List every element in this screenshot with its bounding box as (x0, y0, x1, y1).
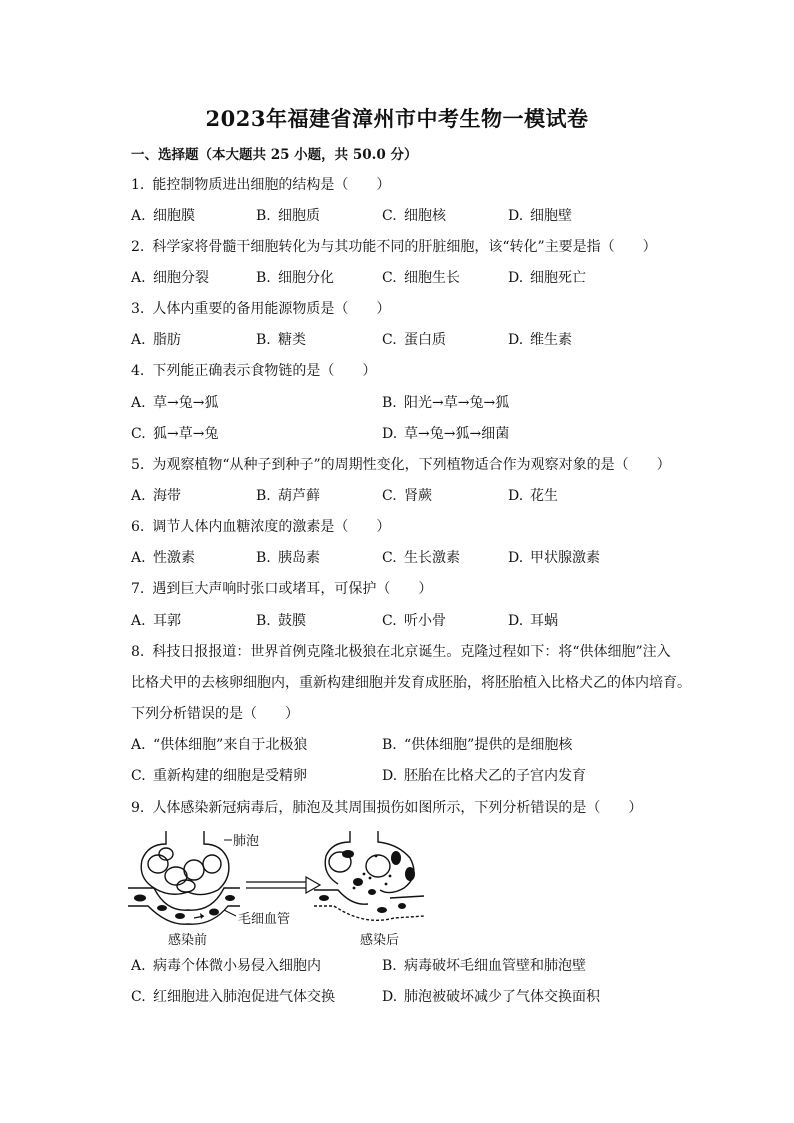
option-5d[interactable]: D. 花生 (508, 488, 558, 504)
question-number: 1. (131, 177, 145, 193)
question-7: 7. 遇到巨大声响时张口或堵耳，可保护（ ） (131, 581, 433, 597)
question-6: 6. 调节人体内血糖浓度的激素是（ ） (131, 519, 391, 535)
question-5: 5. 为观察植物“从种子到种子”的周期性变化，下列植物适合作为观察对象的是（ ） (131, 457, 671, 473)
label-alveolus: 肺泡 (233, 834, 260, 849)
question-8-line-3: 下列分析错误的是（ ） (131, 706, 299, 722)
option-9d[interactable]: D. 肺泡被破坏减少了气体交换面积 (382, 989, 600, 1005)
option-3b[interactable]: B. 糖类 (256, 332, 306, 348)
option-6a[interactable]: A. 性激素 (131, 550, 195, 566)
question-3: 3. 人体内重要的备用能源物质是（ ） (131, 301, 391, 317)
option-4a[interactable]: A. 草→兔→狐 (131, 395, 219, 411)
option-1d[interactable]: D. 细胞壁 (508, 208, 572, 224)
question-1 (131, 175, 390, 195)
option-8d[interactable]: D. 胚胎在比格犬乙的子宫内发育 (382, 768, 586, 784)
question-4: 4. 下列能正确表示食物链的是（ ） (131, 363, 377, 379)
option-4c[interactable]: C. 狐→草→兔 (131, 426, 219, 442)
option-5b[interactable]: B. 葫芦藓 (256, 488, 320, 504)
option-9b[interactable]: B. 病毒破坏毛细血管壁和肺泡壁 (382, 958, 586, 974)
option-3d[interactable]: D. 维生素 (508, 332, 572, 348)
option-6c[interactable]: C. 生长激素 (382, 550, 460, 566)
page-title: 2023年福建省漳州市中考生物一模试卷 (205, 106, 589, 131)
option-2c[interactable]: C. 细胞生长 (382, 270, 460, 286)
option-1b[interactable]: B. 细胞质 (256, 208, 320, 224)
label-capillary: 毛细血管 (238, 912, 291, 927)
question-8-line-2: 比格犬甲的去核卵细胞内，重新构建细胞并发育成胚胎，将胚胎植入比格犬乙的体内培育。 (131, 675, 691, 691)
question-2: 2. 科学家将骨髓干细胞转化为与其功能不同的肝脏细胞，该“转化”主要是指（ ） (131, 239, 657, 255)
option-8a[interactable]: A. “供体细胞”来自于北极狼 (131, 737, 308, 753)
option-9c[interactable]: C. 红细胞进入肺泡促进气体交换 (131, 989, 335, 1005)
option-9a[interactable]: A. 病毒个体微小易侵入细胞内 (131, 958, 321, 974)
option-8b[interactable]: B. “供体细胞”提供的是细胞核 (382, 737, 573, 753)
option-6d[interactable]: D. 甲状腺激素 (508, 550, 600, 566)
label-after: 感染后 (360, 933, 400, 948)
option-1a[interactable]: A. 细胞膜 (131, 208, 195, 224)
option-7b[interactable]: B. 鼓膜 (256, 613, 306, 629)
option-3c[interactable]: C. 蛋白质 (382, 332, 446, 348)
section-heading: 一、选择题（本大题共 25 小题，共 50.0 分） (131, 147, 418, 163)
alveolus-diagram (128, 826, 428, 946)
question-8: 8. 科技日报报道：世界首例克隆北极狼在北京诞生。克隆过程如下：将“供体细胞”注入 (131, 644, 671, 660)
option-4b[interactable]: B. 阳光→草→兔→狐 (382, 395, 510, 411)
label-before: 感染前 (168, 933, 208, 948)
option-4d[interactable]: D. 草→兔→狐→细菌 (382, 426, 510, 442)
option-2d[interactable]: D. 细胞死亡 (508, 270, 586, 286)
option-3a[interactable]: A. 脂肪 (131, 332, 181, 348)
option-6b[interactable]: B. 胰岛素 (256, 550, 320, 566)
question-text: 能控制物质进出细胞的结构是（ ） (152, 177, 391, 193)
alveolus-before (128, 831, 240, 924)
option-2b[interactable]: B. 细胞分化 (256, 270, 334, 286)
option-7d[interactable]: D. 耳蜗 (508, 613, 558, 629)
option-1c[interactable]: C. 细胞核 (382, 208, 446, 224)
transition-arrow (246, 877, 320, 893)
option-7a[interactable]: A. 耳郭 (131, 613, 181, 629)
option-5a[interactable]: A. 海带 (131, 488, 181, 504)
option-5c[interactable]: C. 肾蕨 (382, 488, 432, 504)
alveolus-figure (128, 826, 428, 946)
option-8c[interactable]: C. 重新构建的细胞是受精卵 (131, 768, 307, 784)
question-9: 9. 人体感染新冠病毒后，肺泡及其周围损伤如图所示，下列分析错误的是（ ） (131, 800, 643, 816)
option-7c[interactable]: C. 听小骨 (382, 613, 446, 629)
option-2a[interactable]: A. 细胞分裂 (131, 270, 209, 286)
